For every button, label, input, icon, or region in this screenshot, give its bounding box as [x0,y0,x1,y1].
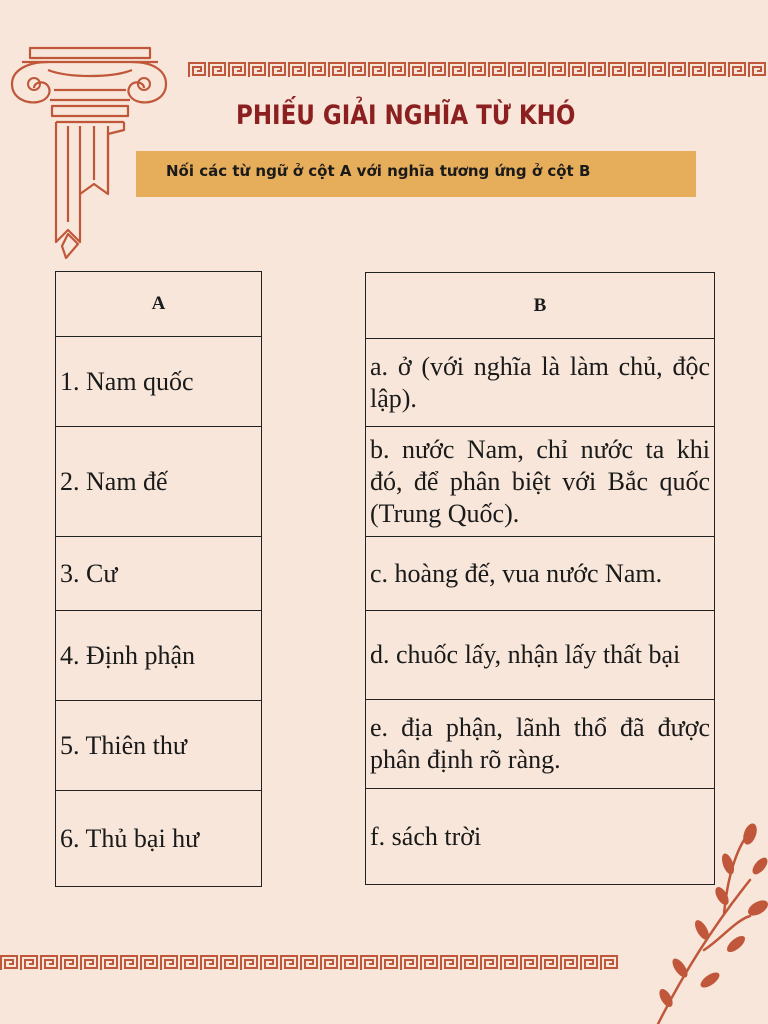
column-b-item: d. chuốc lấy, nhận lấy thất bại [366,611,715,700]
column-a-item: 2. Nam đế [56,427,262,537]
column-a-table [55,271,262,887]
column-b-item: f. sách trời [366,789,715,885]
column-b-item: c. hoàng đế, vua nước Nam. [366,537,715,611]
greek-key-border-top [188,62,768,78]
column-b-item: e. địa phận, lãnh thổ đã được phân định rõ ràng. [366,700,715,789]
greek-key-border-bottom [0,955,620,971]
column-b-header: B [366,273,715,339]
column-b-table [365,272,715,885]
column-a-header: A [56,272,262,337]
page-title: PHIẾU GIẢI NGHĨA TỪ KHÓ [236,100,576,131]
column-b-item: b. nước Nam, chỉ nước ta khi đó, để phân biệt với Bắc quốc (Trung Quốc). [366,427,715,537]
column-a-item: 6. Thủ bại hư [56,791,262,887]
column-a-item: 3. Cư [56,537,262,611]
instruction-banner [136,151,696,197]
column-a-item: 4. Định phận [56,611,262,701]
column-b-item: a. ở (với nghĩa là làm chủ, độc lập). [366,339,715,427]
column-a-item: 1. Nam quốc [56,337,262,427]
column-a-item: 5. Thiên thư [56,701,262,791]
instruction-text: Nối các từ ngữ ở cột A với nghĩa tương ứng ở cột B [166,162,591,180]
